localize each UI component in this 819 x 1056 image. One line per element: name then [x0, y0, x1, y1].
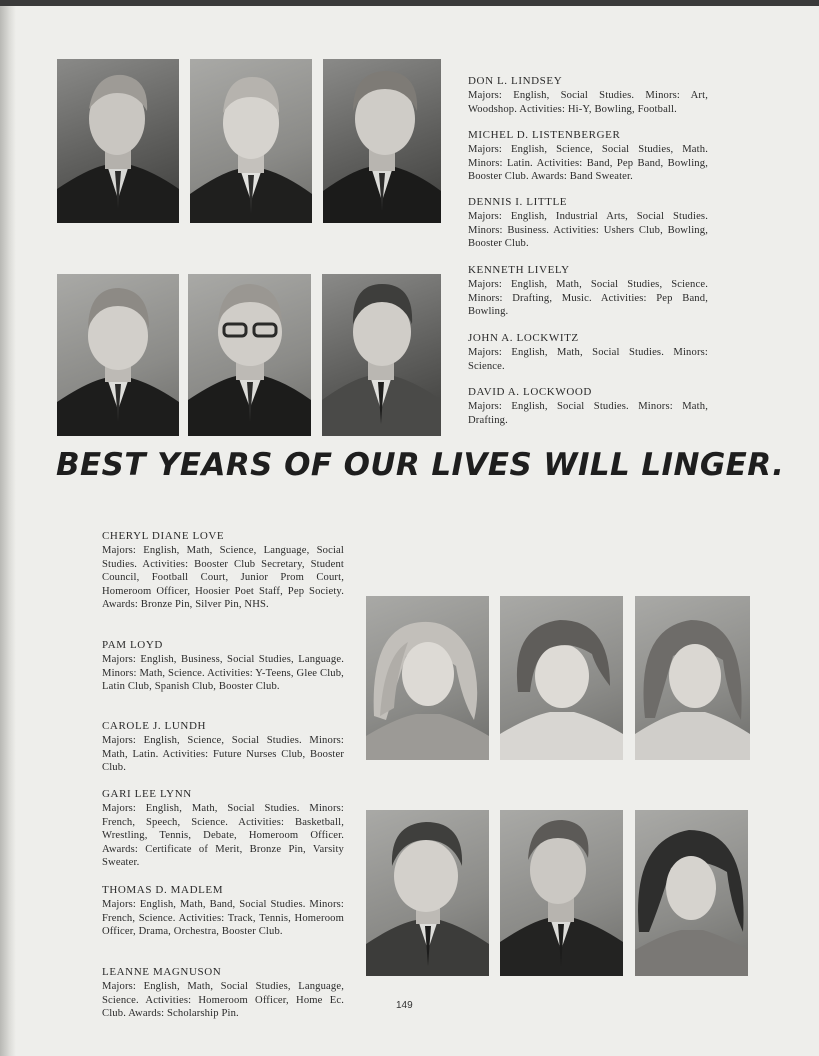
portrait-silhouette	[635, 596, 750, 760]
student-details: Majors: English, Social Studies. Minors: Math, Drafting.	[468, 401, 708, 426]
portrait-michel-listenberger	[190, 59, 312, 223]
student-name: DAVID A. LOCKWOOD	[468, 386, 592, 398]
student-details: Majors: English, Science, Social Studies. Minors: Math, Latin. Activities: Future Nurses Club, Booster Club.	[102, 735, 344, 774]
portrait-silhouette	[188, 274, 311, 436]
student-name: KENNETH LIVELY	[468, 264, 570, 276]
portrait-don-lindsey	[57, 59, 179, 223]
bio-pam-loyd	[102, 639, 344, 694]
student-name: DON L. LINDSEY	[468, 75, 563, 87]
page-number: 149	[396, 1000, 413, 1011]
binding-gutter	[0, 6, 16, 1056]
student-name: CAROLE J. LUNDH	[102, 720, 207, 732]
portrait-pam-loyd	[500, 596, 623, 760]
student-name: JOHN A. LOCKWITZ	[468, 332, 579, 344]
portrait-dennis-little	[323, 59, 441, 223]
student-details: Majors: English, Social Studies. Minors: Art, Woodshop. Activities: Hi-Y, Bowling, Football.	[468, 90, 708, 115]
portrait-silhouette	[635, 810, 748, 976]
portrait-thomas-madlem	[500, 810, 623, 976]
bio-michel-listenberger	[468, 129, 708, 184]
student-name: PAM LOYD	[102, 639, 163, 651]
bio-leanne-magnuson	[102, 966, 344, 1021]
portrait-silhouette	[57, 274, 179, 436]
page-headline: BEST YEARS OF OUR LIVES WILL LINGER.	[56, 447, 785, 483]
student-name: LEANNE MAGNUSON	[102, 966, 222, 978]
portrait-silhouette	[500, 596, 623, 760]
student-name: GARI LEE LYNN	[102, 788, 192, 800]
portrait-silhouette	[190, 59, 312, 223]
portrait-silhouette	[323, 59, 441, 223]
bio-carole-lundh	[102, 720, 344, 775]
portrait-david-lockwood	[322, 274, 441, 436]
student-name: MICHEL D. LISTENBERGER	[468, 129, 621, 141]
student-name: CHERYL DIANE LOVE	[102, 530, 225, 542]
bio-cheryl-love	[102, 530, 344, 611]
portrait-gari-lynn	[366, 810, 489, 976]
student-details: Majors: English, Math, Social Studies, Science. Minors: Drafting, Music. Activities: Pep Band, Bowling.	[468, 279, 708, 318]
portrait-kenneth-lively	[57, 274, 179, 436]
student-details: Majors: English, Business, Social Studies, Language. Minors: Math, Science. Activities: Y-Teens, Glee Club, Latin Club, Spanish Club, Booster Club.	[102, 654, 344, 693]
student-details: Majors: English, Industrial Arts, Social Studies. Minors: Business. Activities: Ushers Club, Bowling, Booster Club.	[468, 211, 708, 250]
student-details: Majors: English, Math, Social Studies, Language, Science. Activities: Homeroom Officer, Home Ec. Club. Awards: Scholarship Pin.	[102, 981, 344, 1020]
bio-david-lockwood	[468, 386, 708, 427]
portrait-leanne-magnuson	[635, 810, 748, 976]
bio-dennis-little	[468, 196, 708, 251]
student-name: THOMAS D. MADLEM	[102, 884, 224, 896]
bio-john-lockwitz	[468, 332, 708, 373]
page-top-edge	[0, 0, 819, 6]
student-details: Majors: English, Math, Band, Social Studies. Minors: French, Science. Activities: Track, Tennis, Homeroom Officer, Drama, Orchestra, Booster Club.	[102, 899, 344, 938]
portrait-silhouette	[57, 59, 179, 223]
bio-gari-lynn	[102, 788, 344, 869]
portrait-cheryl-love	[366, 596, 489, 760]
student-name: DENNIS I. LITTLE	[468, 196, 568, 208]
bio-don-lindsey	[468, 75, 708, 116]
portrait-carole-lundh	[635, 596, 750, 760]
student-details: Majors: English, Math, Science, Language, Social Studies. Activities: Booster Club Secretary, Student Council, Football Court, Junior Prom Court, Homeroom Officer, Hoosier Poet Staff, Pep Society. Awards: Bronze Pin, Silver Pin, NHS.	[102, 545, 344, 611]
portrait-silhouette	[500, 810, 623, 976]
portrait-john-lockwitz	[188, 274, 311, 436]
bio-thomas-madlem	[102, 884, 344, 939]
student-details: Majors: English, Math, Social Studies. Minors: Science.	[468, 347, 708, 372]
portrait-silhouette	[366, 810, 489, 976]
portrait-silhouette	[366, 596, 489, 760]
student-details: Majors: English, Science, Social Studies, Math. Minors: Latin. Activities: Band, Pep Band, Bowling, Booster Club. Awards: Band Sweater.	[468, 144, 708, 183]
bio-kenneth-lively	[468, 264, 708, 319]
student-details: Majors: English, Math, Social Studies. Minors: French, Speech, Science. Activities: Basketball, Wrestling, Tennis, Debate, Homeroom Officer. Awards: Certificate of Merit, Bronze Pin, Varsity Sweater.	[102, 803, 344, 869]
portrait-silhouette	[322, 274, 441, 436]
